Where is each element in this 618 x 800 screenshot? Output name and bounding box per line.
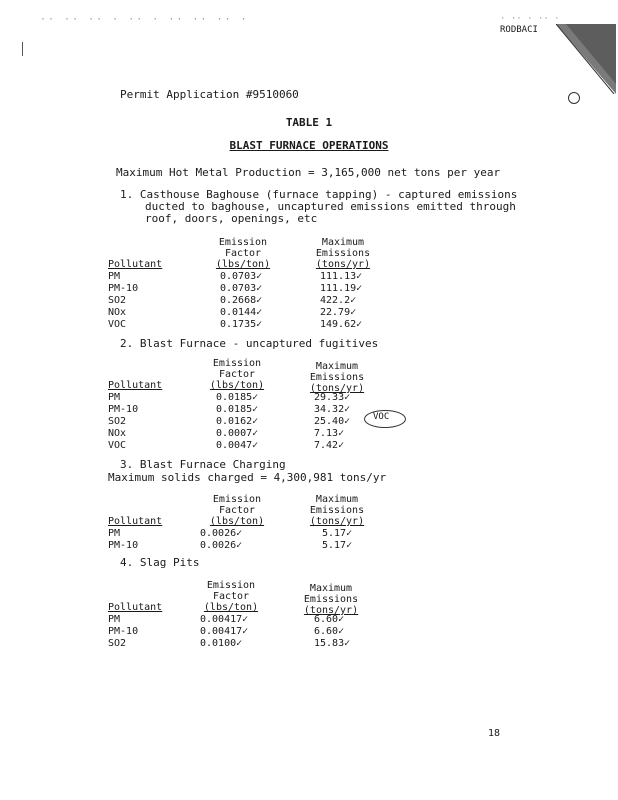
- emissions-table: [108, 528, 408, 552]
- factor-cell: 0.0162✓: [216, 416, 259, 427]
- header-line: (tons/yr): [315, 259, 371, 270]
- header-line: Maximum: [315, 494, 359, 505]
- fax-header-right-line: RODBACI: [500, 25, 538, 35]
- header-line: (lbs/ton): [209, 380, 265, 391]
- header-line: Factor: [224, 248, 262, 259]
- emissions-cell: 7.13✓: [314, 428, 345, 439]
- table-row: [108, 319, 408, 331]
- emissions-cell: 6.60✓: [314, 614, 345, 625]
- handwritten-annotation: [364, 410, 406, 428]
- emissions-cell: 111.19✓: [320, 283, 363, 294]
- emissions-cell: 111.13✓: [320, 271, 363, 282]
- pollutant-cell: PM-10: [108, 626, 139, 637]
- description-line: roof, doors, openings, etc: [145, 212, 318, 225]
- factor-cell: 0.0047✓: [216, 440, 259, 451]
- factor-header: [192, 358, 282, 391]
- punch-hole: [568, 92, 580, 104]
- factor-cell: 0.2668✓: [220, 295, 263, 306]
- header-line: Emissions: [303, 594, 359, 605]
- folded-corner-icon: [556, 24, 616, 94]
- header-line: Emission: [212, 358, 262, 369]
- emissions-cell: 7.42✓: [314, 440, 345, 451]
- emissions-cell: 22.79✓: [320, 307, 357, 318]
- header-line: (lbs/ton): [215, 259, 271, 270]
- header-line: (tons/yr): [309, 383, 365, 394]
- header-line: Emissions: [309, 372, 365, 383]
- permit-application: Permit Application #9510060: [120, 88, 299, 101]
- pollutant-cell: PM: [108, 271, 121, 282]
- header-line: Emission: [218, 237, 268, 248]
- emissions-cell: 5.17✓: [322, 540, 353, 551]
- emissions-header: [286, 583, 376, 616]
- header-line: Emission: [206, 580, 256, 591]
- pollutant-cell: PM-10: [108, 283, 139, 294]
- factor-header: [192, 494, 282, 527]
- pollutant-header: Pollutant: [108, 259, 163, 270]
- factor-cell: 0.0703✓: [220, 283, 263, 294]
- header-line: (tons/yr): [303, 605, 359, 616]
- section-heading: 1. Casthouse Baghouse (furnace tapping) - captured emissions: [120, 188, 518, 201]
- factor-cell: 0.0026✓: [200, 528, 243, 539]
- factor-cell: 0.0703✓: [220, 271, 263, 282]
- header-line: Maximum: [315, 361, 359, 372]
- section-heading: 2. Blast Furnace - uncaptured fugitives: [120, 337, 379, 350]
- pollutant-cell: SO2: [108, 638, 127, 649]
- operations-title: BLAST FURNACE OPERATIONS: [229, 139, 389, 152]
- emissions-cell: 15.83✓: [314, 638, 351, 649]
- table-row: [108, 295, 408, 307]
- table-row: [108, 416, 408, 428]
- header-line: Emissions: [315, 248, 371, 259]
- pollutant-cell: NOx: [108, 307, 127, 318]
- annotation-text: VOC: [373, 412, 390, 422]
- header-line: Emission: [212, 494, 262, 505]
- factor-cell: 0.0185✓: [216, 392, 259, 403]
- section-subheading: Maximum solids charged = 4,300,981 tons/yr: [108, 471, 387, 484]
- margin-mark: [22, 42, 23, 56]
- header-line: (lbs/ton): [203, 602, 259, 613]
- fax-header-right: [500, 14, 560, 36]
- pollutant-cell: NOx: [108, 428, 127, 439]
- table-title: TABLE 1: [285, 116, 333, 129]
- factor-header: [198, 237, 288, 270]
- factor-cell: 0.00417✓: [200, 614, 249, 625]
- table-row: [108, 283, 408, 295]
- header-line: Maximum: [309, 583, 353, 594]
- emissions-cell: 29.33✓: [314, 392, 351, 403]
- header-line: Factor: [218, 505, 256, 516]
- factor-cell: 0.0026✓: [200, 540, 243, 551]
- max-production: Maximum Hot Metal Production = 3,165,000 net tons per year: [116, 166, 501, 179]
- emissions-header: [292, 494, 382, 527]
- table-row: [108, 271, 408, 283]
- emissions-cell: 6.60✓: [314, 626, 345, 637]
- emissions-header: [298, 237, 388, 270]
- factor-cell: 0.1735✓: [220, 319, 263, 330]
- pollutant-cell: VOC: [108, 440, 127, 451]
- header-line: Emissions: [309, 505, 365, 516]
- section-description: [145, 201, 516, 225]
- pollutant-cell: PM-10: [108, 404, 139, 415]
- header-line: Maximum: [321, 237, 365, 248]
- table-row: [108, 638, 408, 650]
- emissions-table: [108, 271, 408, 331]
- table-row: [108, 614, 408, 626]
- pollutant-cell: PM: [108, 392, 121, 403]
- factor-cell: 0.00417✓: [200, 626, 249, 637]
- emissions-table: [108, 614, 408, 650]
- factor-cell: 0.0144✓: [220, 307, 263, 318]
- table-row: [108, 404, 408, 416]
- emissions-cell: 25.40✓: [314, 416, 351, 427]
- table-row: [108, 440, 408, 452]
- header-line: (lbs/ton): [209, 516, 265, 527]
- fax-header-right-line: · ·· · ·· ·: [500, 14, 560, 24]
- factor-header: [186, 580, 276, 613]
- table-row: [108, 540, 408, 552]
- table-row: [108, 528, 408, 540]
- factor-cell: 0.0007✓: [216, 428, 259, 439]
- factor-cell: 0.0185✓: [216, 404, 259, 415]
- header-line: (tons/yr): [309, 516, 365, 527]
- table-row: [108, 307, 408, 319]
- pollutant-cell: VOC: [108, 319, 127, 330]
- description-line: ducted to baghouse, uncaptured emissions emitted through: [145, 200, 516, 213]
- emissions-table: [108, 392, 408, 452]
- header-line: Factor: [212, 591, 250, 602]
- pollutant-cell: SO2: [108, 295, 127, 306]
- emissions-cell: 5.17✓: [322, 528, 353, 539]
- pollutant-cell: PM: [108, 528, 121, 539]
- pollutant-header: Pollutant: [108, 516, 163, 527]
- emissions-cell: 34.32✓: [314, 404, 351, 415]
- table-row: [108, 392, 408, 404]
- header-line: Factor: [218, 369, 256, 380]
- pollutant-cell: PM: [108, 614, 121, 625]
- factor-cell: 0.0100✓: [200, 638, 243, 649]
- pollutant-cell: SO2: [108, 416, 127, 427]
- table-row: [108, 428, 408, 440]
- pollutant-cell: PM-10: [108, 540, 139, 551]
- pollutant-header: Pollutant: [108, 602, 163, 613]
- pollutant-header: Pollutant: [108, 380, 163, 391]
- emissions-cell: 149.62✓: [320, 319, 363, 330]
- section-heading: 3. Blast Furnace Charging: [120, 458, 286, 471]
- emissions-header: [292, 361, 382, 394]
- page-number: 18: [488, 728, 501, 739]
- section-heading: 4. Slag Pits: [120, 556, 200, 569]
- fax-header: ·· ·· ·· · ·· · ·· ·· ·· ·: [40, 14, 249, 25]
- table-row: [108, 626, 408, 638]
- emissions-cell: 422.2✓: [320, 295, 357, 306]
